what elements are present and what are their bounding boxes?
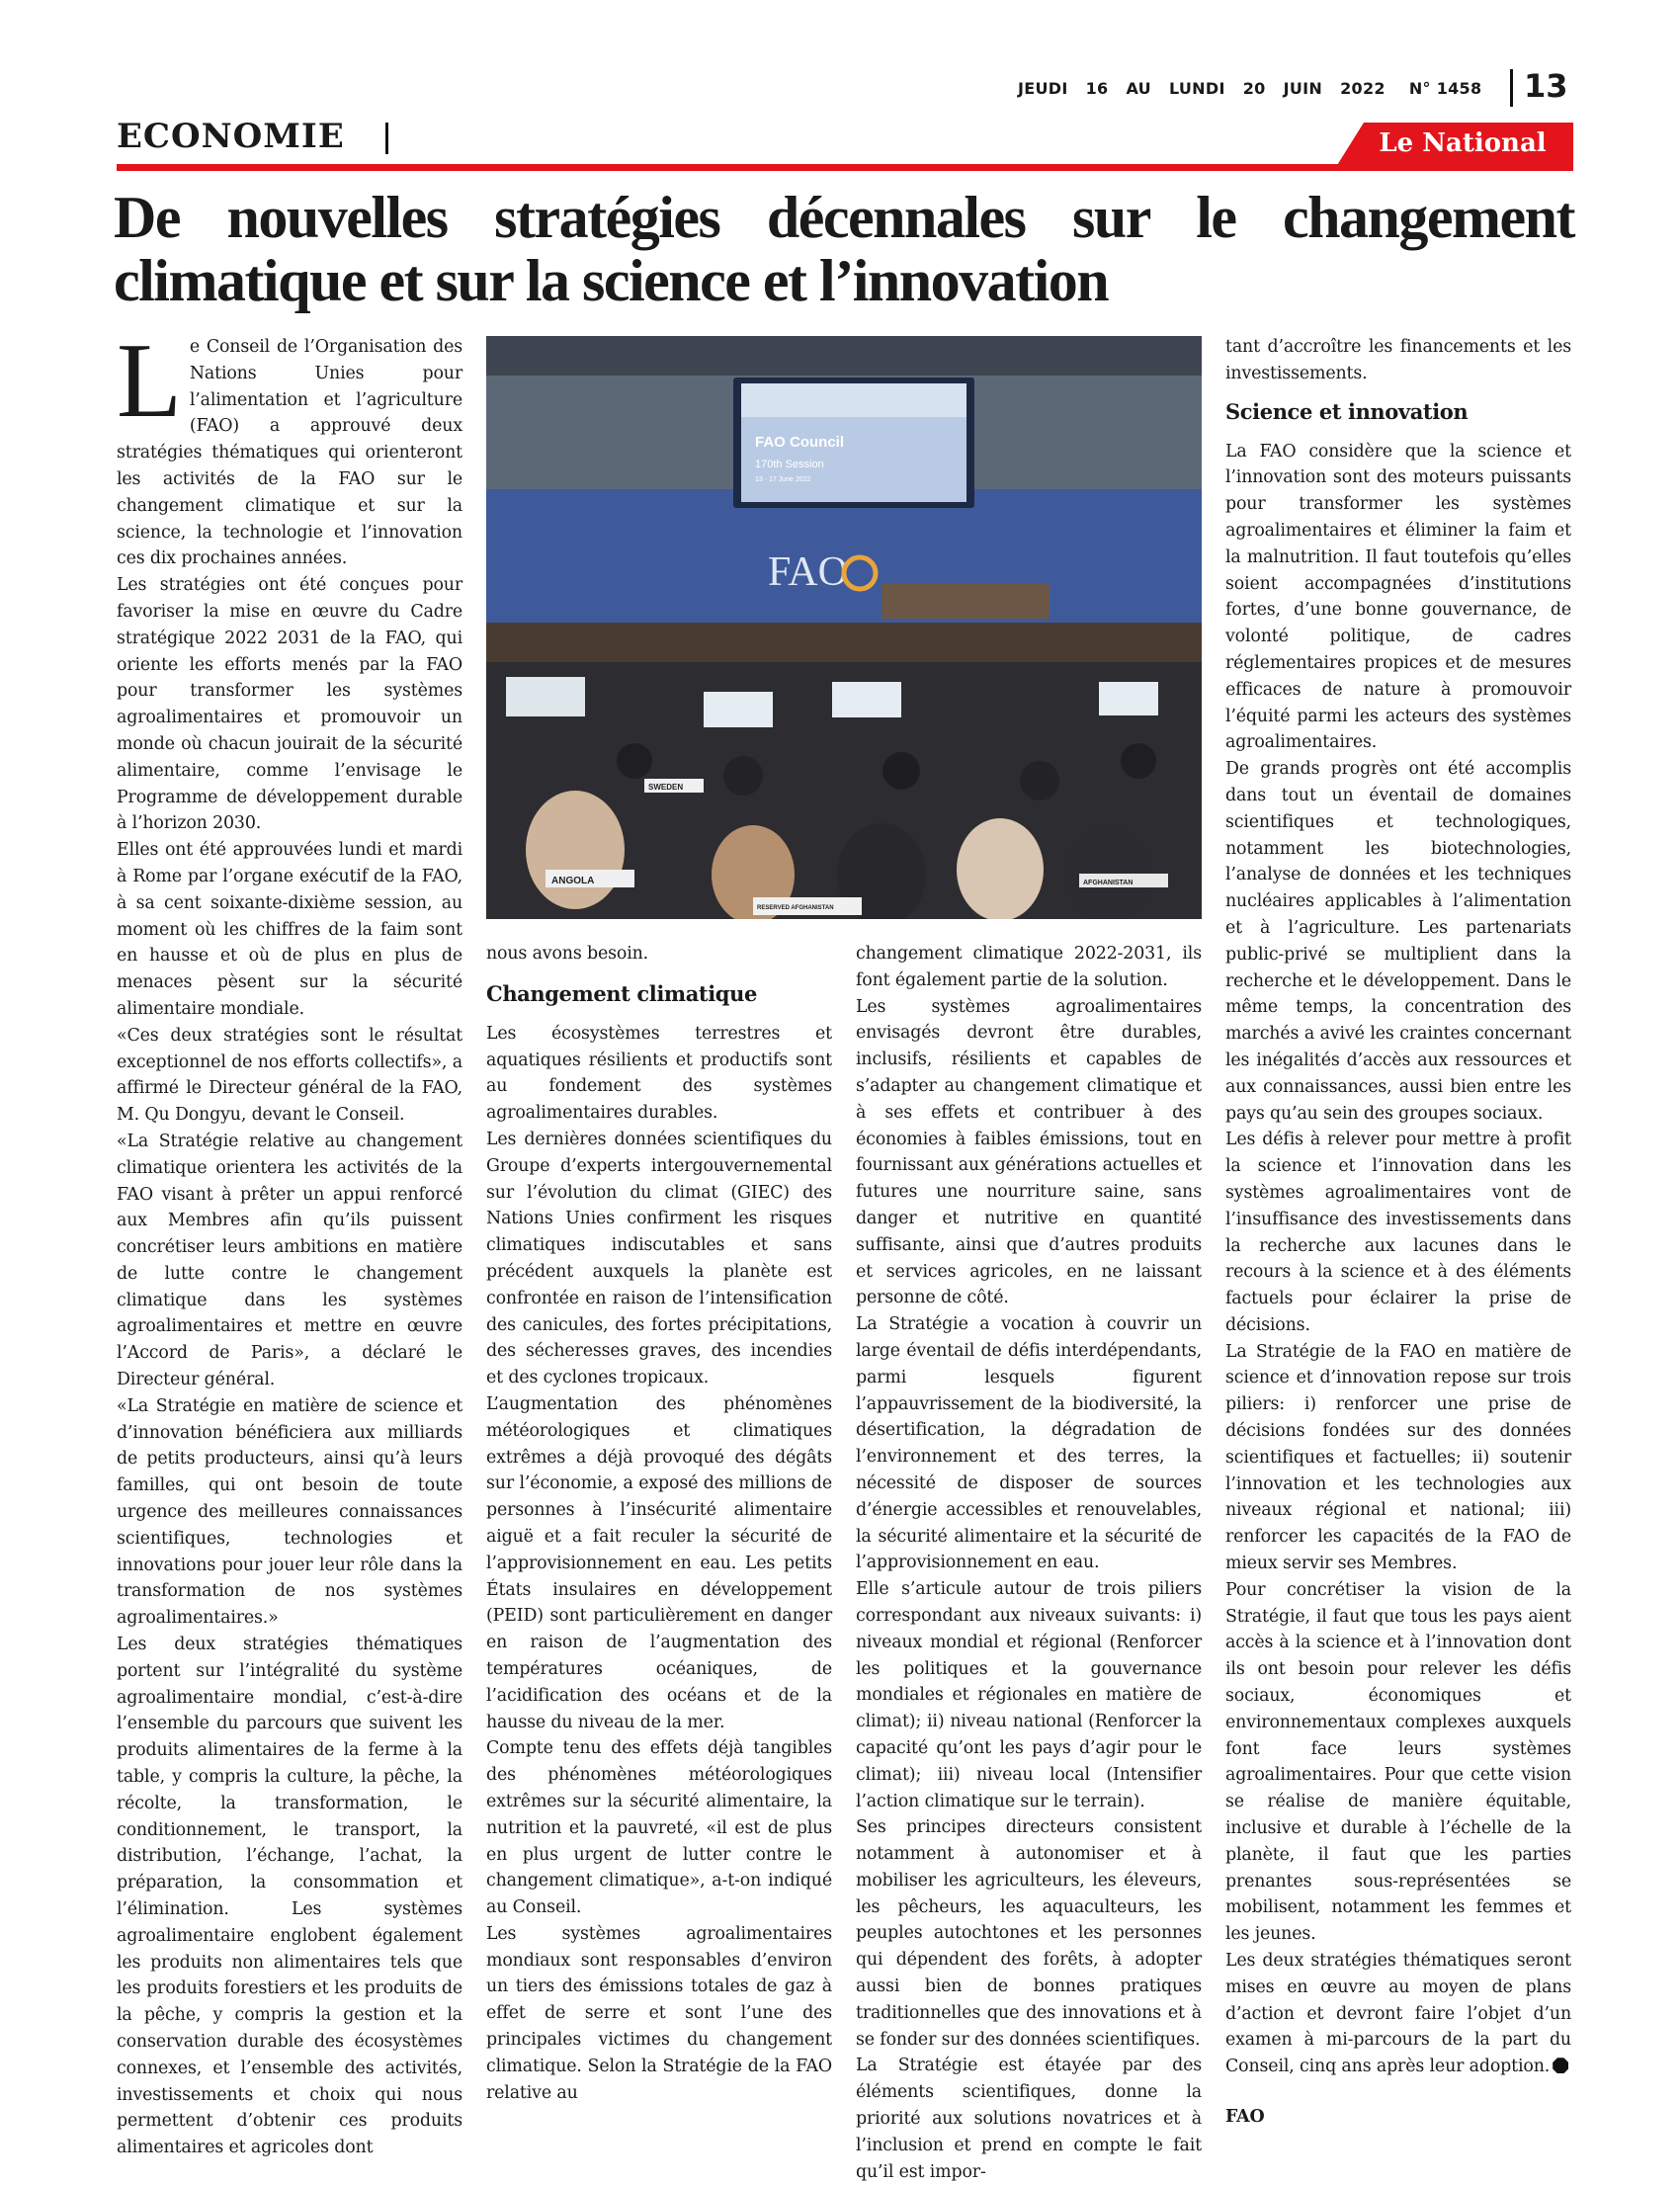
article-column-4 <box>1225 334 1571 2131</box>
paragraph: tant d’accroître les financements et les investissements. <box>1225 337 1571 383</box>
date-day-start: JEUDI <box>1018 79 1068 98</box>
paragraph: Pour concrétiser la vision de la Stratégie, il faut que tous les pays aient accès à la science et à l’innovation dont ils ont besoin pour relever les défis sociaux, économiques et environnementaux complexes auxquels font face leurs systèmes agroalimentaires. Pour que cette vision se réalise de manière équitable, inclusive et durable à l’échelle de la planète, il faut que les parties prenantes sous-représentées se mobilisent, notamment les femmes et les jeunes. <box>1225 1579 1571 1945</box>
nameplate-reserved: RESERVED AFGHANISTAN <box>757 905 834 911</box>
paragraph: De grands progrès ont été accomplis dans tout un éventail de domaines scientifiques et technologiques, notamment les biotechnologies, l’analyse de données et les techniques nucléaires applicables à l’alimentation et à l’agriculture. Les partenariats public-privé se multiplient dans la recherche et le développement. Dans le même temps, la concentration des marchés a avivé les craintes concernant les inégalités d’accès aux ressources et aux connaissances, aussi bien entre les pays qu’au sein des groupes sociaux. <box>1225 759 1571 1124</box>
paragraph <box>1225 1948 1571 2080</box>
paragraph: L’augmentation des phénomènes météorologiques et climatiques extrêmes a déjà provoqué des dégâts sur l’économie, a exposé des millions de personnes à l’insécurité alimentaire aiguë et a fait reculer la sécurité de l’approvisionnement en eau. Les petits États insulaires en développement (PEID) sont particulièrement en danger en raison de l’augmentation des températures océaniques, de l’acidification des océans et de la hausse du niveau de la mer. <box>486 1393 832 1732</box>
conference-photo <box>486 336 1202 919</box>
article-signature: FAO <box>1225 2107 1265 2127</box>
paragraph: La Stratégie de la FAO en matière de science et d’innovation repose sur trois piliers: i) renforcer une prise de décisions fondées sur des données scientifiques et factuelles; ii) soutenir l’innovation et les technologies aux niveaux régional et national; iii) renforcer les capacités de la FAO de mieux servir ses Membres. <box>1225 1341 1571 1574</box>
paragraph: e Conseil de l’Organisation des Nations Unies pour l’alimentation et l’agriculture (FAO) a approuvé deux stratégies thématiques qui orienteront les activités de la FAO sur le changement climatique et sur la science, la technologie et l’innovation ces dix prochaines années. <box>117 337 462 569</box>
page-number-divider <box>1510 69 1513 107</box>
paragraph: La Stratégie a vocation à couvrir un large éventail de défis interdépendants, parmi lesquels figurent l’appauvrissement de la biodiversité, la désertification, la dégradation de l’environnement et des terres, la nécessité de disposer de sources d’énergie accessibles et renouvelables, la sécurité alimentaire et la sécurité de l’approvisionnement en eau. <box>856 1314 1202 1573</box>
paragraph: Elle s’articule autour de trois piliers correspondant aux niveaux suivants: i) niveaux mondial et régional (Renforcer les politiques et la gouvernance mondiales et régionales en matière de climat); ii) niveau national (Renforcer la capacité qu’ont les pays d’agir pour le climat); iii) niveau local (Intensifier l’action climatique sur le terrain). <box>856 1579 1202 1811</box>
date-num-end: 20 <box>1242 79 1266 98</box>
paragraph: «Ces deux stratégies sont le résultat exceptionnel de nos efforts collectifs», a affirmé le Directeur général de la FAO, M. Qu Dongyu, devant le Conseil. <box>117 1025 462 1126</box>
subhead-climate: Changement climatique <box>486 980 757 1006</box>
paragraph: La FAO considère que la science et l’innovation sont des moteurs puissants pour transformer les systèmes agroalimentaires et éliminer la faim et la malnutrition. Il faut toutefois qu’elles soient accompagnées d’institutions fortes, d’une bonne gouvernance, de volonté politique, de cadres réglementaires propices et de mesures efficaces de nature à promouvoir l’équité parmi les acteurs des systèmes agroalimentaires. <box>1225 441 1571 753</box>
paragraph: Les défis à relever pour mettre à profit la science et l’innovation dans les systèmes agroalimentaires vont de l’insuffisance des investissements dans la recherche aux lacunes dans le recours à la science et à des éléments factuels pour éclairer la prise de décisions. <box>1225 1130 1571 1335</box>
date-month: JUIN <box>1283 79 1323 98</box>
date-line <box>1018 79 1499 98</box>
brand-name: Le National <box>1379 128 1547 158</box>
paragraph: Les stratégies ont été conçues pour favoriser la mise en œuvre du Cadre stratégique 2022 2031 de la FAO, qui oriente les efforts menés par la FAO pour transformer les systèmes agroalimentaires et promouvoir un monde où chacun jouirait de la sécurité alimentaire, comme l’envisage le Programme de développement durable à l’horizon 2030. <box>117 575 462 834</box>
article-column-1 <box>117 322 462 2161</box>
paragraph: La Stratégie est étayée par des éléments scientifiques, donne la priorité aux solutions novatrices et à l’inclusion et prend en compte le fait qu’il est impor- <box>856 2056 1202 2182</box>
date-num-start: 16 <box>1085 79 1109 98</box>
paragraph: Les systèmes agroalimentaires mondiaux sont responsables d’environ un tiers des émissions totales de gaz à effet de serre et sont l’une des principales victimes du changement climatique. Selon la Stratégie de la FAO relative au <box>486 1923 832 2103</box>
nameplate-afghanistan: AFGHANISTAN <box>1083 880 1134 886</box>
section-divider <box>385 123 388 154</box>
paragraph: «La Stratégie en matière de science et d’innovation bénéficiera aux milliards de petits producteurs, ainsi qu’à leurs familles, qui ont besoin de toute urgence des meilleures connaissances scientifiques, technologies et innovations pour jouer leur rôle dans la transformation de nos systèmes agroalimentaires.» <box>117 1395 462 1629</box>
closing-paragraph-text: Les deux stratégies thématiques seront mises en œuvre au moyen de plans d’action et devront faire l’objet d’un examen à mi-parcours de la part du Conseil, cinq ans après leur adoption. <box>1225 1951 1571 2077</box>
paragraph: «La Stratégie relative au changement climatique orientera les activités de la FAO visant à prêter un appui renforcé aux Membres afin qu’ils puissent concrétiser leurs ambitions en matière de lutte contre le changement climatique dans les systèmes agroalimentaires et mettre en œuvre l’Accord de Paris», a déclaré le Directeur général. <box>117 1131 462 1390</box>
header-rule <box>117 164 1573 171</box>
issue-number: N° 1458 <box>1408 79 1482 98</box>
end-mark-icon <box>1553 2058 1568 2073</box>
paragraph: Elles ont été approuvées lundi et mardi à Rome par l’organe exécutif de la FAO, à sa cent soixante-dixième session, au moment où les chiffres de la faim sont en hausse et où de plus en plus de menaces pèsent sur la sécurité alimentaire mondiale. <box>117 840 462 1019</box>
paragraph: Les écosystèmes terrestres et aquatiques résilients et productifs sont au fondement des systèmes agroalimentaires durables. <box>486 1023 832 1124</box>
date-au: AU <box>1126 79 1151 98</box>
screen-session: 170th Session <box>755 459 824 470</box>
subhead-science: Science et innovation <box>1225 398 1469 424</box>
paragraph: nous avons besoin. <box>486 944 649 964</box>
headline: De nouvelles stratégies décennales sur le changement climatique et sur la science et l’innovation <box>114 185 1574 313</box>
section-title: ECONOMIE <box>117 117 345 156</box>
paragraph: Compte tenu des effets déjà tangibles des phénomènes météorologiques extrêmes sur la sécurité alimentaire, la nutrition et la pauvreté, «il est de plus en plus urgent de lutter contre le changement climatique», a-t-on indiqué au Conseil. <box>486 1738 832 1918</box>
wall-logo: FAO <box>768 549 848 595</box>
date-day-end: LUNDI <box>1168 79 1225 98</box>
paragraph: Les deux stratégies thématiques portent sur l’intégralité du système agroalimentaire mondial, c’est-à-dire l’ensemble du parcours que suivent les produits alimentaires de la ferme à la table, y compris la culture, la pêche, la récolte, la transformation, le conditionnement, le transport, la distribution, l’échange, l’achat, la préparation, la consommation et l’élimination. Les systèmes agroalimentaire englobent également les produits non alimentaires tels que les produits forestiers et les produits de la pêche, y compris la gestion et la conservation durable des écosystèmes connexes, et l’ensemble des activités, investissements et choix qui nous permettent d’obtenir ces produits alimentaires et agricoles dont <box>117 1635 462 2158</box>
screen-title: FAO Council <box>755 434 844 451</box>
article-column-3 <box>856 941 1202 2185</box>
paragraph: Les dernières données scientifiques du Groupe d’experts intergouvernemental sur l’évolution du climat (GIEC) des Nations Unies confirment les risques climatiques indiscutables et sans précédent auxquels la planète est confrontée en raison de l’intensification des canicules, des fortes précipitations, des sécheresses graves, des incendies et des cyclones tropicaux. <box>486 1129 832 1388</box>
page-number: 13 <box>1524 67 1568 105</box>
paragraph: changement climatique 2022-2031, ils font également partie de la solution. <box>856 944 1202 990</box>
paragraph: Ses principes directeurs consistent notamment à autonomiser et à mobiliser les agriculteurs, les éleveurs, les pêcheurs, les aquaculteurs, les peuples autochtones et les personnes qui dépendent des forêts, à adopter aussi bien de bonnes pratiques traditionnelles que des innovations et à se fonder sur des données scientifiques. <box>856 1817 1202 2050</box>
date-year: 2022 <box>1340 79 1386 98</box>
nameplate-sweden: SWEDEN <box>648 783 684 792</box>
screen-dates: 13 - 17 June 2022 <box>755 476 811 483</box>
article-column-2 <box>486 941 832 2106</box>
drop-cap: L <box>117 322 182 440</box>
paragraph: Les systèmes agroalimentaires envisagés devront être durables, inclusifs, résilients et capables de s’adapter au changement climatique et à ses effets et contribuer à des économies à faibles émissions, tout en fournissant aux générations actuelles et futures une nourriture saine, sans danger et nutritive en quantité suffisante, ainsi que d’autres produits et services agricoles, en ne laissant personne de côté. <box>856 996 1202 1308</box>
nameplate-angola: ANGOLA <box>551 876 595 886</box>
